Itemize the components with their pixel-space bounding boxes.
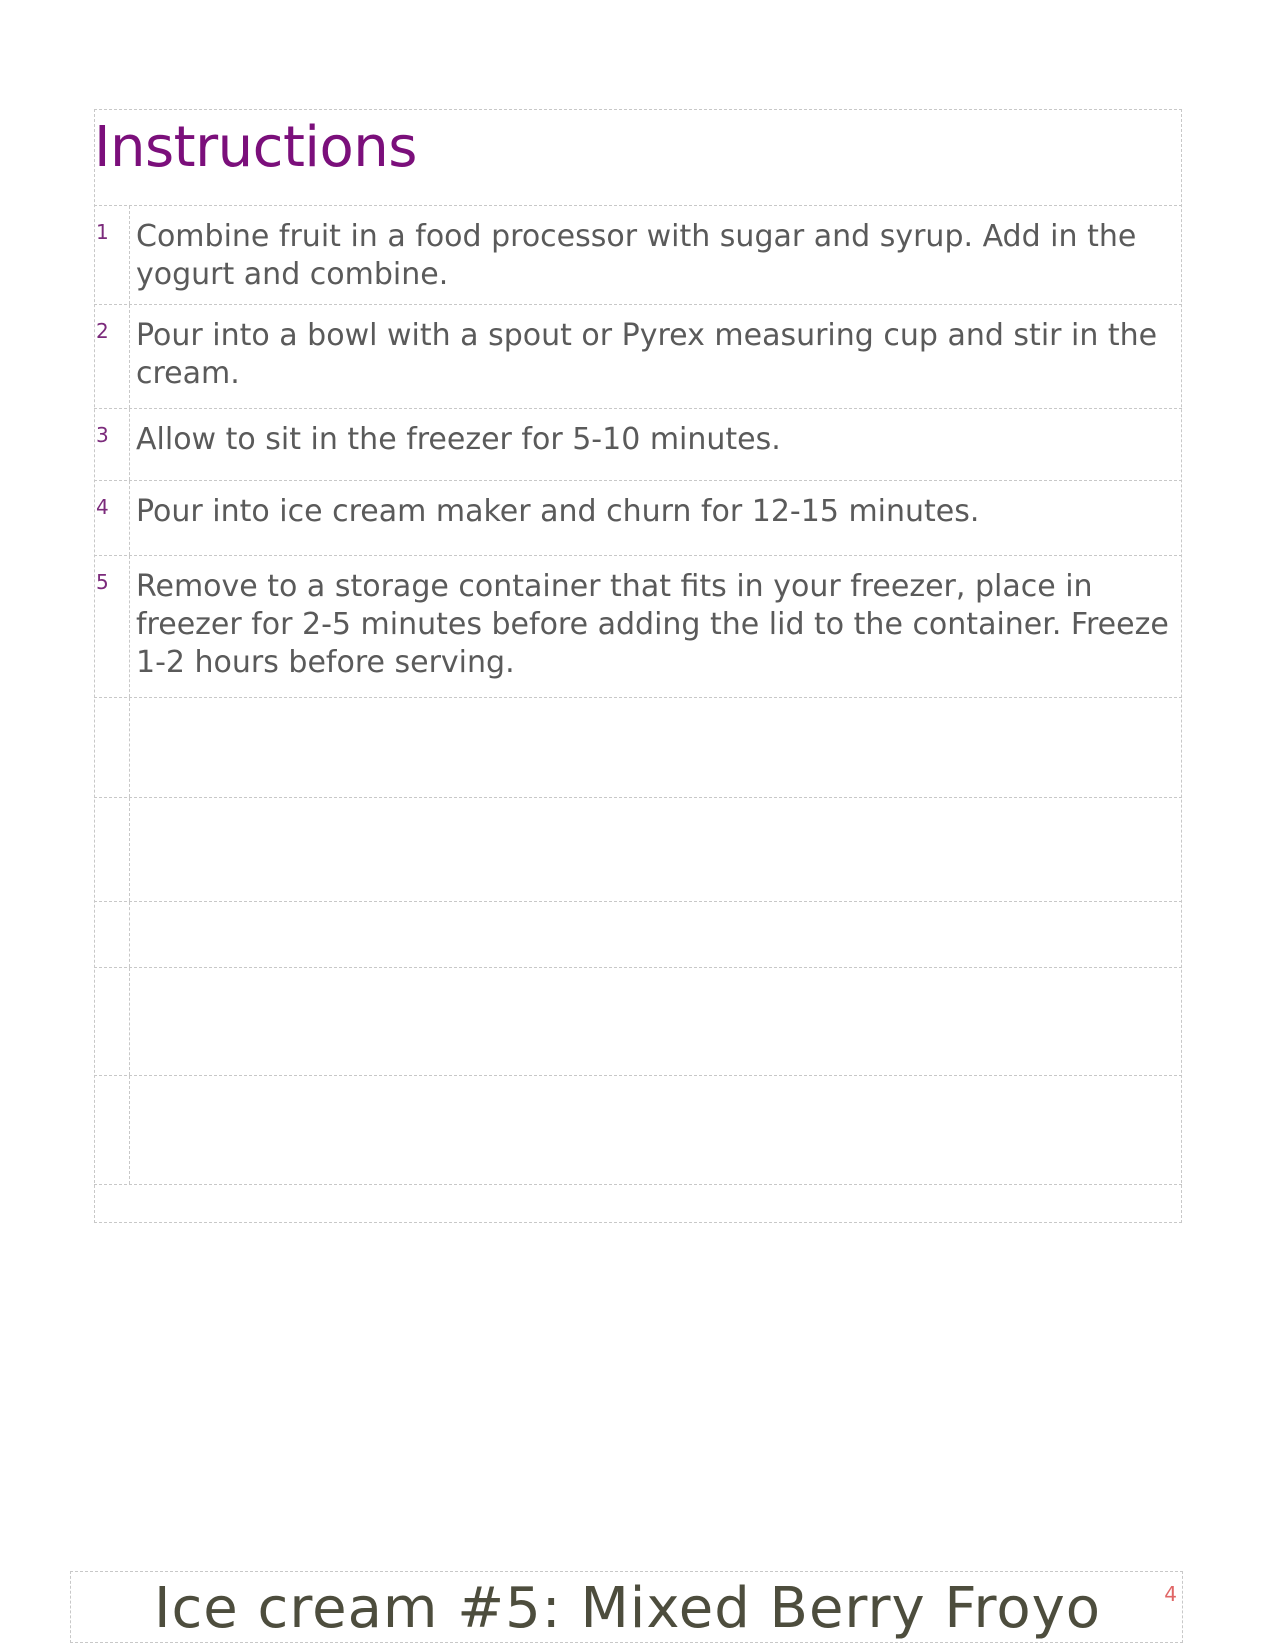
step-row bbox=[94, 408, 1182, 480]
empty-step-row bbox=[94, 797, 1182, 901]
page-number: 4 bbox=[1164, 1582, 1177, 1606]
step-number: 2 bbox=[96, 319, 109, 343]
step-number: 5 bbox=[96, 570, 109, 594]
step-number-cell bbox=[94, 1076, 130, 1184]
step-number: 4 bbox=[96, 495, 109, 519]
empty-step-row bbox=[94, 967, 1182, 1075]
recipe-title: Ice cream #5: Mixed Berry Froyo bbox=[153, 1576, 1102, 1641]
empty-step-row bbox=[94, 901, 1182, 967]
step-number: 3 bbox=[96, 423, 109, 447]
step-number-cell bbox=[94, 305, 130, 408]
page-title: Instructions bbox=[94, 115, 417, 180]
step-number-cell bbox=[94, 968, 130, 1075]
step-number-cell bbox=[94, 902, 130, 967]
step-text: Combine fruit in a food processor with sugar and syrup. Add in the yogurt and combine. bbox=[136, 219, 1137, 292]
step-text: Pour into a bowl with a spout or Pyrex measuring cup and stir in the cream. bbox=[136, 318, 1158, 391]
frame-bottom-strip bbox=[94, 1184, 1182, 1222]
step-number: 1 bbox=[96, 220, 109, 244]
step-row bbox=[94, 304, 1182, 408]
step-text: Allow to sit in the freezer for 5-10 minutes. bbox=[136, 422, 781, 457]
step-number-cell bbox=[94, 409, 130, 480]
step-number-cell bbox=[94, 798, 130, 901]
step-row bbox=[94, 480, 1182, 555]
empty-step-row bbox=[94, 1075, 1182, 1184]
step-row bbox=[94, 555, 1182, 697]
step-number-cell bbox=[94, 206, 130, 304]
step-row bbox=[94, 205, 1182, 304]
step-number-cell bbox=[94, 698, 130, 797]
step-number-cell bbox=[94, 556, 130, 697]
empty-step-row bbox=[94, 697, 1182, 797]
step-text: Remove to a storage container that fits in your freezer, place in freezer for 2-5 minutes before adding the lid to the container. Freeze 1-2 hours before serving. bbox=[136, 569, 1169, 680]
step-number-cell bbox=[94, 481, 130, 555]
step-text: Pour into ice cream maker and churn for 12-15 minutes. bbox=[136, 494, 980, 529]
footer bbox=[70, 1571, 1183, 1643]
